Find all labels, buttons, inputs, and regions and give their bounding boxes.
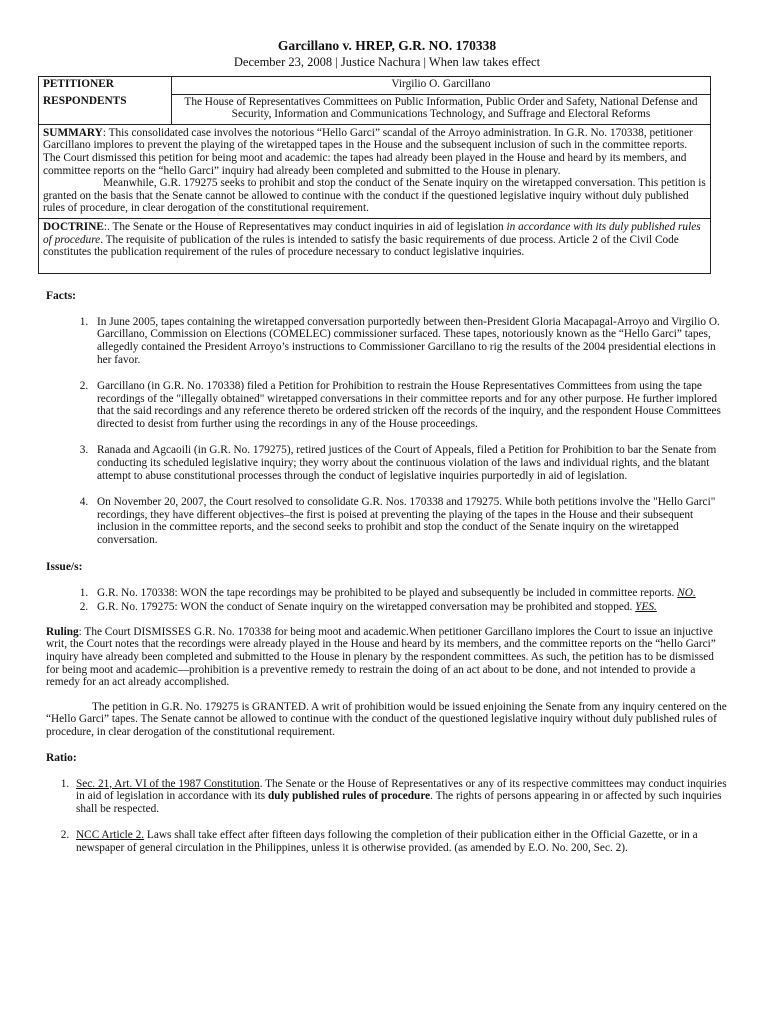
list-item: 1. In June 2005, tapes containing the wiretapped conversation purportedly between then-President Gloria Macapagal-Arroyo and Virgilio O. Garcillano, Commission on Elections (COMELEC) commissioner surfaced. These tapes, notoriously known as the “Hello Garci” tapes, allegedly contained the President Arroyo’s instructions to Commissioner Garcillano to rig the results of the 2004 presidential elections in her favor. [91, 316, 728, 366]
list-item: 4. On November 20, 2007, the Court resolved to consolidate G.R. Nos. 170338 and 179275. While both petitions involve the "Hello Garci" recordings, they have different objectives–the first is poised at preventing the playing of the tapes in the House and their subsequent inclusion in the committee reports, and the second seeks to prohibit and stop the conduct of the Senate inquiry on the wiretapped conversation. [91, 496, 728, 546]
list-item: 2. Garcillano (in G.R. No. 170338) filed a Petition for Prohibition to restrain the House Representatives Committees from using the tape recordings of the "illegally obtained" wiretapped conversations in their committee reports and for any other purpose. He further implored that the said recordings and any reference thereto be ordered stricken off the records of the inquiry, and the respondent House Committees directed to desist from further using the recordings in any of the House proceedings. [91, 380, 728, 430]
issues-list [46, 587, 728, 614]
petitioner-value: Virgilio O. Garcillano [172, 77, 711, 95]
summary-row [39, 124, 711, 218]
petitioner-row [39, 77, 711, 95]
issues-heading: Issue/s: [46, 560, 83, 573]
case-summary-table [38, 76, 711, 274]
list-item: 3. Ranada and Agcaoili (in G.R. No. 179275), retired justices of the Court of Appeals, filed a Petition for Prohibition to bar the Senate from conducting its scheduled legislative inquiry; they worry about the continuous violation of the laws and individual rights, and the blatant attempt to abuse constitutional processes through the conduct of legislative inquiries purportedly in aid of legislation. [91, 444, 728, 482]
issue-answer: NO. [677, 586, 696, 599]
list-item [72, 829, 728, 854]
ruling-paragraph-1 [46, 626, 728, 689]
doctrine-label: DOCTRINE [43, 220, 104, 233]
doctrine-emphasis: in accordance with its duly published rules of procedure [43, 220, 701, 246]
issue-answer: YES. [635, 601, 657, 614]
ratio-reference: NCC Article 2. [76, 829, 145, 842]
list-item [91, 587, 728, 600]
issue-text: G.R. No. 170338: WON the tape recordings may be prohibited to be played and subsequently be included in committee reports. [97, 586, 678, 599]
ruling-paragraph-2: The petition in G.R. No. 179275 is GRANTED. A writ of prohibition would be issued enjoining the Senate from any inquiry centered on the “Hello Garci” tapes. The Senate cannot be allowed to continue with the conduct of the questioned legislative inquiry without duly published rules of procedure, in clear derogation of the constitutional requirement. [46, 700, 727, 738]
ruling-text-1: : The Court DISMISSES G.R. No. 170338 for being moot and academic.When petitioner Garcillano implores the Court to issue an injuctive writ, the Court notes that the recordings were already played in the House and heard by its members, and the committee reports on the “hello Garci” inquiry have already been completed and submitted to the House in plenary by the respondent committees. As such, the petition has to be dismissed for being moot and academic—prohibition is a preventive remedy to restrain the doing of an act about to be done, and not intended to provide a remedy for an act already accomplished. [46, 625, 716, 689]
summary-paragraph-2: Meanwhile, G.R. 179275 seeks to prohibit and stop the conduct of the Senate inquiry on the wiretapped conversation. This petition is granted on the basis that the Senate cannot be allowed to continue with the conduct if the questioned legislative inquiry without duly published rules of procedure, in clear derogation of the constitutional requirement. [43, 177, 706, 215]
respondents-label: RESPONDENTS [39, 94, 172, 124]
petitioner-label: PETITIONER [39, 77, 172, 95]
ratio-text-b: . The rights of persons appearing in or affected by such inquiries shall be respected. [76, 790, 722, 815]
issue-text: G.R. No. 179275: WON the conduct of Senate inquiry on the wiretapped conversation may be prohibited and stopped. [97, 601, 636, 614]
summary-text-1: : This consolidated case involves the notorious “Hello Garci” scandal of the Arroyo administration. In G.R. No. 170338, petitioner Garcillano implores to prevent the playing of the wiretapped tapes in the House and the subsequent inclusion of such in the committee reports. The Court dismissed this petition for being moot and academic: the tapes had already been played in the House and heard by its members, and committee reports on the “hello Garci” inquiry had already been completed and submitted to the House in plenary. [43, 126, 693, 177]
summary-paragraph-1 [43, 127, 706, 177]
ratio-text-a: Laws shall take effect after fifteen days following the completion of their publication either in the Official Gazette, or in a newspaper of general circulation in the Philippines, unless it is otherwise provided. (as amended by E.O. No. 200, Sec. 2). [76, 829, 698, 854]
doctrine-row [39, 218, 711, 273]
ratio-text-a: . The Senate or the House of Representatives or any of its respective committees may conduct inquiries in aid of legislation in accordance with its [76, 777, 727, 803]
doctrine-cell [39, 218, 711, 273]
ruling-label: Ruling [46, 625, 79, 638]
facts-heading: Facts: [46, 289, 77, 302]
doctrine-text-b: . The requisite of publication of the rules is intended to satisfy the basic requirements of due process. Article 2 of the Civil Code constitutes the publication requirement of the rules of procedure necessary to conduct legislative inquiries. [43, 233, 679, 259]
doctrine-text-a: :. The Senate or the House of Representatives may conduct inquiries in aid of legislation [103, 220, 507, 233]
ratio-list [46, 778, 728, 855]
ratio-reference: Sec. 21, Art. VI of the 1987 Constitution [76, 777, 260, 790]
respondents-row [39, 94, 711, 124]
ratio-heading: Ratio: [46, 751, 77, 764]
ratio-bold: duly published rules of procedure [268, 790, 431, 803]
respondents-value: The House of Representatives Committees on Public Information, Public Order and Safety, National Defense and Security, Information and Communications Technology, and Suffrage and Electoral Reforms [172, 94, 711, 124]
case-subtitle: December 23, 2008 | Justice Nachura | When law takes effect [233, 55, 541, 69]
case-title: Garcillano v. HREP, G.R. NO. 170338 [277, 38, 497, 53]
summary-label: SUMMARY [43, 126, 103, 139]
list-item [72, 778, 728, 816]
list-item [91, 601, 728, 614]
summary-cell [39, 124, 711, 218]
facts-list [46, 316, 728, 547]
